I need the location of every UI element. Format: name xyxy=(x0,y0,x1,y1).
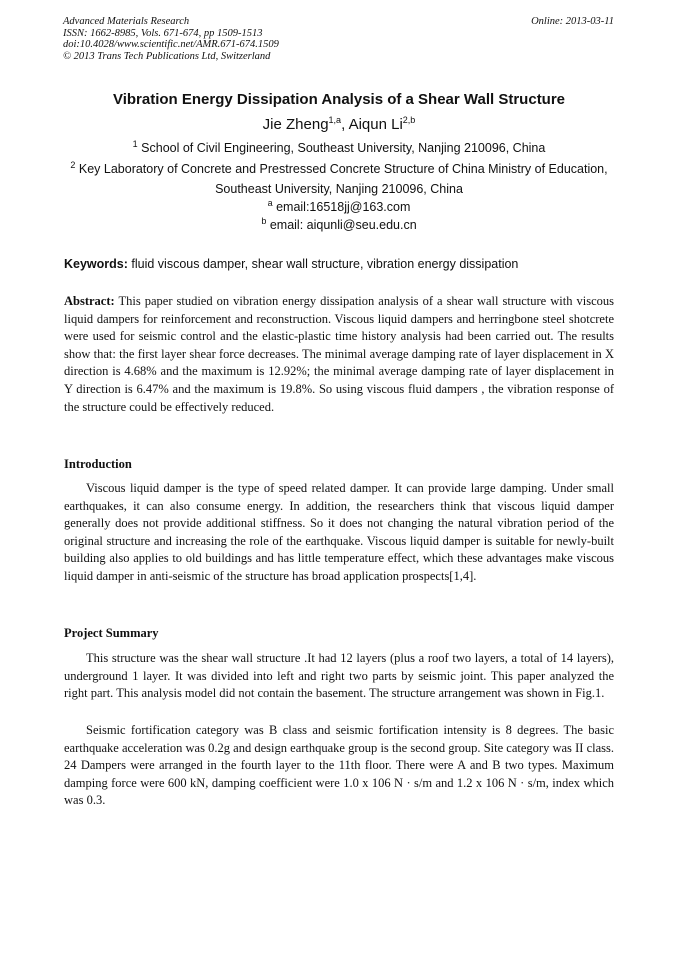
journal-issn: ISSN: 1662-8985, Vols. 671-674, pp 1509-1513 xyxy=(63,27,263,39)
affiliation-1 xyxy=(0,138,678,155)
email-b-sup: b xyxy=(261,215,267,226)
affiliation-1-text: School of Civil Engineering, Southeast University, Nanjing 210096, China xyxy=(141,141,546,155)
project-summary-para-2: Seismic fortification category was B class and seismic fortification intensity is 8 degrees. The basic earthquake acceleration was 0.2g and design earthquake group is the second group. Site category was II class. 24 Dampers were arranged in the fourth layer to the 11th floor. There were A and B two types. Maximum damping force were 600 kN, damping coefficient were 1.0 x 106 N · s/m and 1.2 x 106 N · s/m, index which was 0.3. xyxy=(64,723,614,808)
author-line xyxy=(0,116,678,133)
keywords-text: fluid viscous damper, shear wall structure, vibration energy dissipation xyxy=(131,257,519,271)
paper-title: Vibration Energy Dissipation Analysis of a Shear Wall Structure xyxy=(112,91,566,108)
author-2-sup: 2,b xyxy=(402,115,416,125)
keywords-label: Keywords: xyxy=(64,257,128,271)
introduction-heading: Introduction xyxy=(64,457,132,471)
abstract-label: Abstract: xyxy=(64,294,115,308)
affiliation-2-sup: 2 xyxy=(70,159,76,170)
author-1-sup: 1,a xyxy=(328,115,342,125)
journal-copyright: © 2013 Trans Tech Publications Ltd, Switzerland xyxy=(63,50,271,62)
affiliation-1-sup: 1 xyxy=(132,138,138,149)
keywords xyxy=(64,257,614,271)
author-2: Aiqun Li xyxy=(348,116,403,133)
journal-doi: doi:10.4028/www.scientific.net/AMR.671-674.1509 xyxy=(63,39,279,50)
email-a-sup: a xyxy=(267,197,273,208)
online-date: Online: 2013-03-11 xyxy=(531,16,614,27)
affiliation-2-line1: Key Laboratory of Concrete and Prestressed Concrete Structure of China Ministry of Education, xyxy=(78,162,608,176)
affiliation-2-line2: Southeast University, Nanjing 210096, China xyxy=(215,182,463,196)
email-a-text: email:16518jj@163.com xyxy=(276,200,411,214)
project-summary-para-1: This structure was the shear wall structure .It had 12 layers (plus a roof two layers, a total of 14 layers), underground 1 layer. It was divided into left and right two parts by seismic joint. This paper analyzed the right part. This analysis model did not contain the basement. The structure arrangement was shown in Fig.1. xyxy=(64,651,614,701)
abstract-text: This paper studied on vibration energy dissipation analysis of a shear wall structure with viscous liquid dampers for reinforcement and reconstruction. Viscous liquid dampers and herringbone steel shotcrete were used for seismic control and the elastic-plastic time history analysis had been carried out. The results show that: the first layer shear force decreases. The minimal average damping rate of layer displacement in X direction is 4.68% and the maximum is 12.92%; the minimal average damping rate of layer displacement in Y direction is 6.47% and the maximum is 19.8%. So using viscous fluid dampers , the vibration response of the structure could be effectively reduced. xyxy=(64,294,614,414)
project-summary-heading: Project Summary xyxy=(64,626,159,640)
journal-name: Advanced Materials Research xyxy=(63,16,190,27)
email-a xyxy=(0,197,678,214)
email-b xyxy=(0,215,678,232)
abstract xyxy=(64,293,614,416)
author-separator: , xyxy=(341,116,349,133)
introduction-text: Viscous liquid damper is the type of speed related damper. It can provide large damping. Under small earthquakes, it can also consume energy. In addition, the researchers think that viscous liquid damper generally does not provide additional stiffness. So it does not changing the natural vibration period of the original structure and increasing the role of the earthquake. Viscous liquid damper is suitable for newly-built building also applies to old buildings and has little temperature effect, which these advantages make viscous liquid damper in anti-seismic of the structure has broad application prospects[1,4]. xyxy=(64,481,614,583)
affiliation-2 xyxy=(0,159,678,176)
email-b-text: email: aiqunli@seu.edu.cn xyxy=(269,218,417,232)
journal-header xyxy=(63,16,279,62)
author-1: Jie Zheng xyxy=(262,116,329,133)
